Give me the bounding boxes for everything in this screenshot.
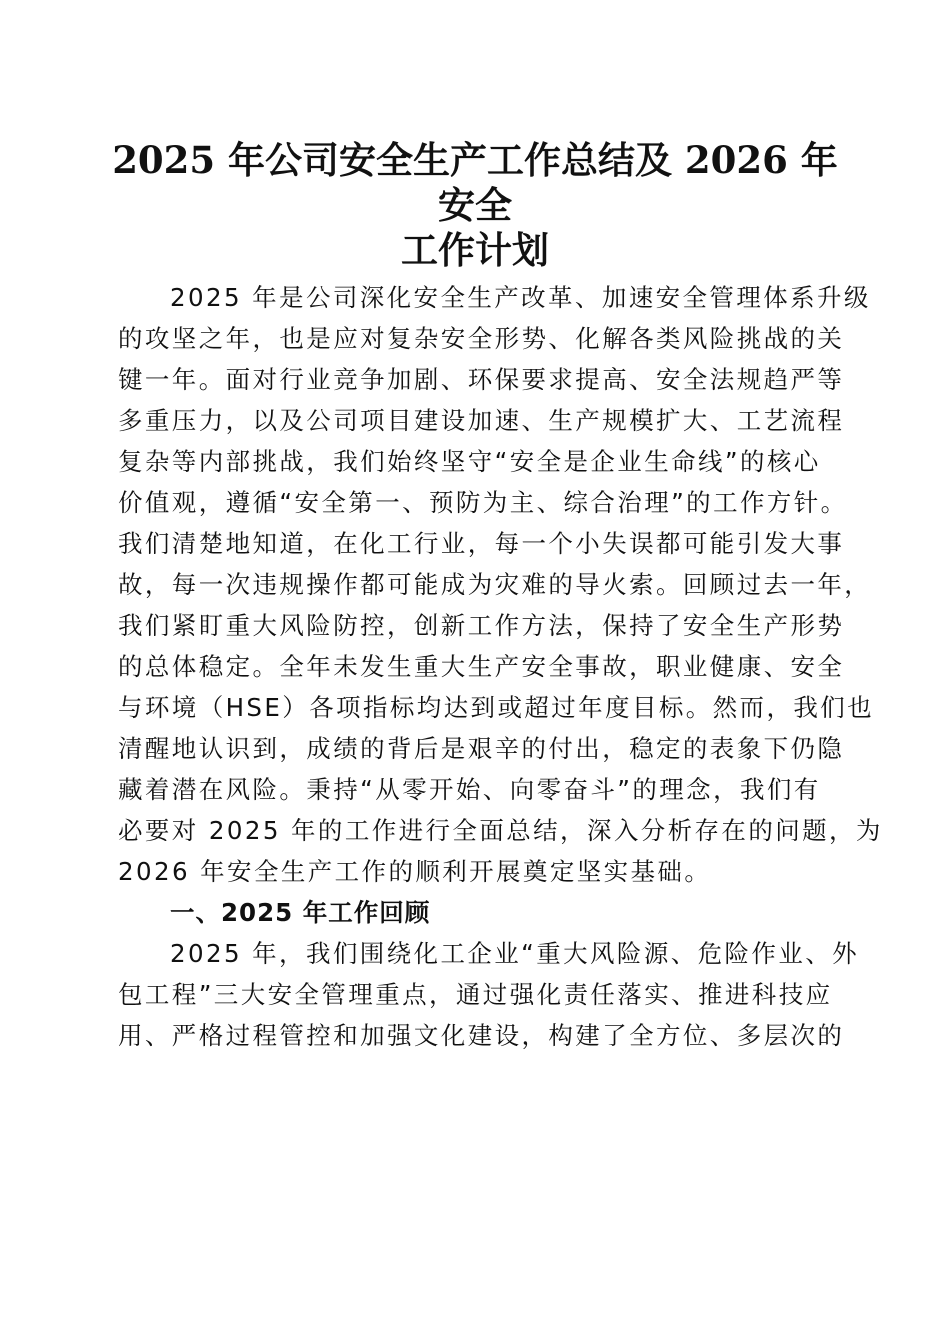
paragraph-line: 故，每一次违规操作都可能成为灾难的导火索。回顾过去一年， [118, 570, 872, 599]
paragraph-line: 价值观，遵循“安全第一、预防为主、综合治理”的工作方针。 [118, 488, 848, 517]
paragraph-intro [118, 277, 883, 892]
paragraph-line: 2026 年安全生产工作的顺利开展奠定坚实基础。 [118, 857, 712, 886]
paragraph-section-1 [118, 933, 860, 1056]
paragraph-line: 包工程”三大安全管理重点，通过强化责任落实、推进科技应 [118, 980, 833, 1009]
paragraph-line: 多重压力，以及公司项目建设加速、生产规模扩大、工艺流程 [118, 406, 845, 435]
title-line: 工作计划 [401, 228, 549, 272]
document-body [118, 277, 883, 1056]
paragraph-line: 我们清楚地知道，在化工行业，每一个小失误都可能引发大事 [118, 529, 845, 558]
paragraph-line: 键一年。面对行业竞争加剧、环保要求提高、安全法规趋严等 [118, 365, 845, 394]
title-line: 2025 年公司安全生产工作总结及 2026 年安全 [112, 138, 838, 227]
paragraph-line: 的总体稳定。全年未发生重大生产安全事故，职业健康、安全 [118, 652, 845, 681]
paragraph-line: 清醒地认识到，成绩的背后是艰辛的付出，稳定的表象下仍隐 [118, 734, 845, 763]
paragraph-line: 的攻坚之年，也是应对复杂安全形势、化解各类风险挑战的关 [118, 324, 845, 353]
paragraph-line: 复杂等内部挑战，我们始终坚守“安全是企业生命线”的核心 [118, 447, 821, 476]
section-heading: 一、2025 年工作回顾 [170, 898, 431, 927]
paragraph-line: 必要对 2025 年的工作进行全面总结，深入分析存在的问题，为 [118, 816, 883, 845]
paragraph-line: 与环境（HSE）各项指标均达到或超过年度目标。然而，我们也 [118, 693, 875, 722]
paragraph-line: 用、严格过程管控和加强文化建设，构建了全方位、多层次的 [118, 1021, 845, 1050]
paragraph-line: 藏着潜在风险。秉持“从零开始、向零奋斗”的理念，我们有 [118, 775, 821, 804]
paragraph-line: 2025 年是公司深化安全生产改革、加速安全管理体系升级 [170, 283, 871, 312]
document-title [100, 138, 850, 273]
paragraph-line: 我们紧盯重大风险防控，创新工作方法，保持了安全生产形势 [118, 611, 845, 640]
paragraph-line: 2025 年，我们围绕化工企业“重大风险源、危险作业、外 [170, 939, 860, 968]
